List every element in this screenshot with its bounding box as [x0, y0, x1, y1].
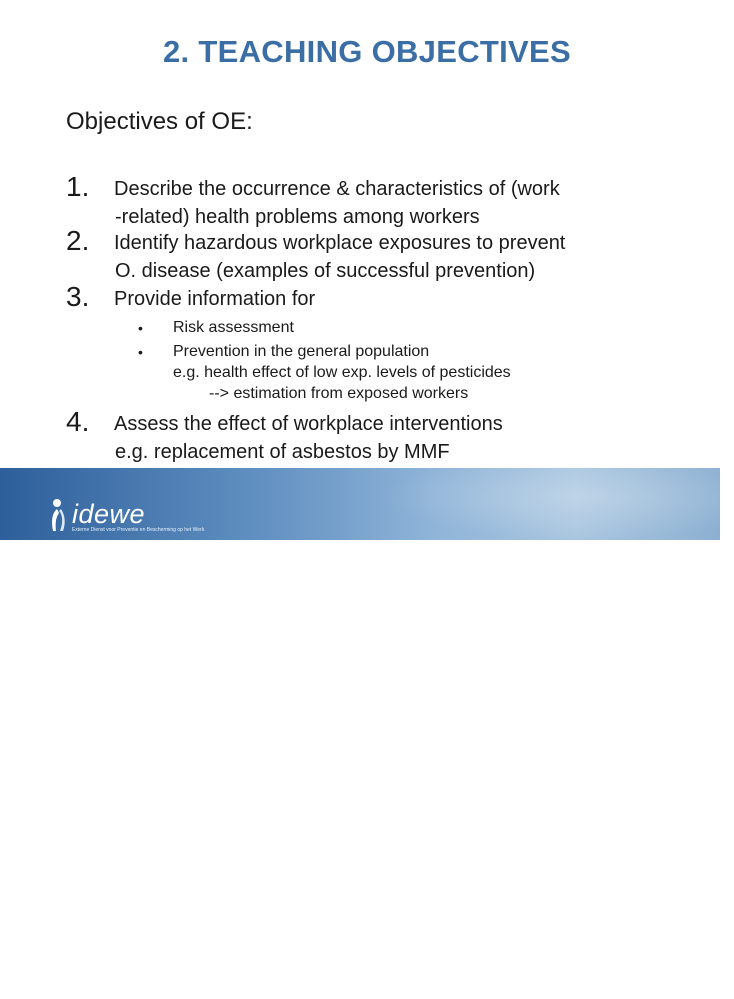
objective-number: 3. — [66, 281, 90, 312]
slide-subtitle: Objectives of OE: — [66, 108, 253, 135]
objective-text — [114, 410, 684, 466]
person-icon — [44, 497, 70, 533]
bullet-mark: • — [138, 344, 143, 360]
objective-text — [114, 229, 684, 285]
idewe-logo — [44, 497, 264, 537]
objective-line: O. disease (examples of successful prevention) — [115, 260, 536, 282]
objective-line: Describe the occurrence & characteristics of (work — [114, 178, 560, 200]
bullet-mark: • — [138, 320, 143, 336]
objective-line: Identify hazardous workplace exposures to prevent — [114, 232, 566, 254]
objective-line: -related) health problems among workers — [115, 206, 480, 228]
slide-title: 2. TEACHING OBJECTIVES — [163, 34, 571, 69]
objective-line: Provide information for — [114, 288, 316, 310]
footer-banner — [0, 468, 720, 997]
objective-number: 2. — [66, 225, 90, 256]
logo-text: idewe — [72, 499, 146, 529]
objective-text — [114, 175, 684, 231]
objective-text — [114, 285, 684, 313]
bullet-text — [173, 317, 593, 338]
bullet-line: --> estimation from exposed workers — [209, 385, 469, 402]
bullet-line: Risk assessment — [173, 319, 294, 336]
objective-number: 4. — [66, 406, 90, 437]
objective-line: e.g. replacement of asbestos by MMF — [115, 441, 450, 463]
logo-tagline: Externe Dienst voor Preventie en Bescherming op het Werk — [72, 527, 205, 533]
bullet-line: e.g. health effect of low exp. levels of pesticides — [173, 364, 511, 381]
bullet-text — [173, 341, 593, 404]
conference-label: EASOM Summerschool, Bari (IT), 1-9-2006 — [417, 983, 649, 997]
footer-photo-overlay — [380, 468, 720, 540]
bullet-line: Prevention in the general population — [173, 343, 430, 360]
objective-number: 1. — [66, 171, 90, 202]
objective-line: Assess the effect of workplace interventions — [114, 413, 503, 435]
